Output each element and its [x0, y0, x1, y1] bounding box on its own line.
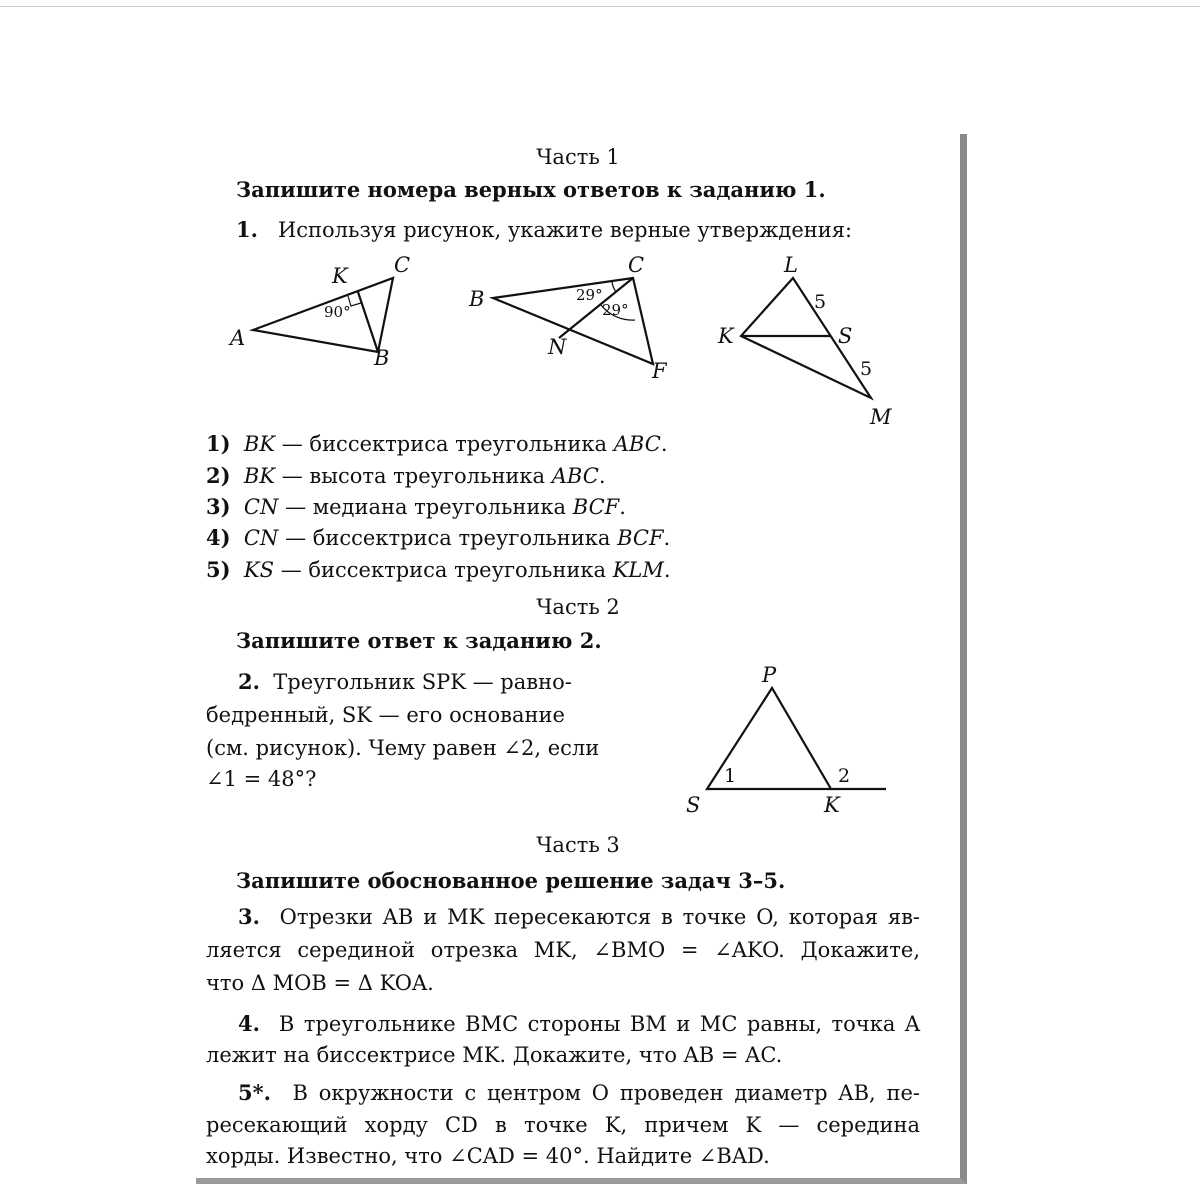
task2-line-4: ∠1 = 48°? — [206, 767, 317, 791]
fig3-label-m: M — [870, 405, 892, 429]
task1-text: Используя рисунок, укажите верные утверждения: — [277, 218, 853, 242]
task4-line-2: лежит на биссектрисе MK. Докажите, что AB = AC. — [206, 1043, 783, 1067]
part2-instruction: Запишите ответ к заданию 2. — [236, 628, 602, 653]
altitude-bk — [358, 292, 378, 352]
option-3: 3) CN — медиана треугольника BCF. — [206, 494, 626, 519]
fig3-label-k: K — [718, 324, 734, 348]
option-5: 5) KS — биссектриса треугольника KLM. — [206, 557, 671, 582]
fig2-label-c: C — [628, 253, 645, 277]
task5-line-3: хорды. Известно, что ∠CAD = 40°. Найдите ∠BAD. — [206, 1144, 770, 1168]
task3-line-1: 3. Отрезки AB и MK пересекаются в точке O, которая яв- — [238, 904, 920, 929]
fig1-label-c: C — [394, 253, 411, 277]
part1-title: Часть 1 — [536, 145, 620, 169]
angle-arc-1 — [612, 281, 616, 292]
task5-line-2: ресекающий хорду CD в точке K, причем K — середина — [206, 1113, 920, 1137]
task4-line-1: 4. В треугольнике BMC стороны BM и MC равны, точка A — [238, 1011, 920, 1036]
top-divider — [0, 6, 1200, 7]
task4-number: 4. — [238, 1011, 260, 1036]
figure-triangle-klm — [716, 264, 896, 414]
fig1-label-b: B — [374, 346, 390, 370]
fig2-label-n: N — [548, 335, 567, 359]
task1-number: 1. — [236, 217, 258, 242]
fig4-angle-2: 2 — [838, 765, 851, 787]
fig4-label-s: S — [686, 793, 701, 817]
fig2-label-f: F — [652, 359, 667, 383]
option-2: 2) BK — высота треугольника ABC. — [206, 463, 606, 488]
task1-prompt — [236, 217, 852, 243]
part3-instruction: Запишите обоснованное решение задач 3–5. — [236, 868, 786, 893]
fig1-label-k: K — [332, 264, 348, 288]
part1-instruction: Запишите номера верных ответов к заданию 1. — [236, 177, 826, 202]
part3-title: Часть 3 — [536, 833, 620, 857]
option-4: 4) CN — биссектриса треугольника BCF. — [206, 525, 671, 550]
fig4-label-k: K — [824, 793, 840, 817]
task2-line-3: (см. рисунок). Чему равен ∠2, если — [206, 736, 600, 760]
fig1-angle-90: 90° — [324, 303, 351, 321]
fig3-length-sm: 5 — [860, 358, 873, 380]
task2-number: 2. — [238, 669, 260, 694]
fig1-label-a: A — [230, 326, 246, 350]
part2-title: Часть 2 — [536, 595, 620, 619]
fig4-angle-1: 1 — [724, 765, 737, 787]
option-1: 1) BK — биссектриса треугольника ABC. — [206, 431, 668, 456]
triangle-bcf — [493, 278, 653, 364]
task5-line-1: 5*. В окружности с центром O проведен диаметр AB, пе- — [238, 1080, 920, 1105]
fig3-label-s: S — [838, 324, 853, 348]
worksheet-page — [196, 134, 967, 1184]
fig4-label-p: P — [762, 663, 777, 687]
fig3-label-l: L — [784, 253, 798, 277]
task3-line-3: что Δ MOB = Δ KOA. — [206, 971, 434, 995]
fig2-label-b: B — [469, 287, 485, 311]
triangle-abc — [253, 278, 393, 352]
task3-line-2: ляется серединой отрезка MK, ∠BMO = ∠AKO. Докажите, — [206, 938, 920, 962]
task2-line-2: бедренный, SK — его основание — [206, 703, 565, 727]
fig2-angle-1: 29° — [576, 286, 603, 304]
task5-number: 5*. — [238, 1080, 271, 1105]
fig2-angle-2: 29° — [602, 301, 629, 319]
fig3-length-ls: 5 — [814, 291, 827, 313]
task2-line-1: 2. Треугольник SPK — равно- — [238, 669, 572, 694]
task3-number: 3. — [238, 904, 260, 929]
